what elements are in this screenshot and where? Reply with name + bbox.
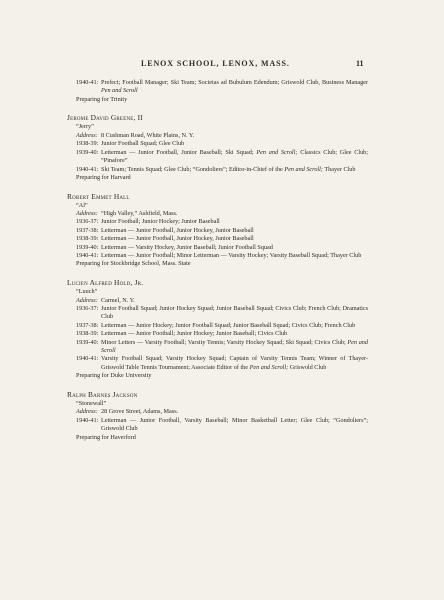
- activity-line: [76, 355, 368, 372]
- year-label: 1939-40:: [76, 338, 99, 346]
- activity-line: [76, 166, 368, 174]
- activity-text: Letterman — Junior Football, Junior Hockey, Junior Baseball: [101, 226, 254, 234]
- activity-line: [76, 140, 368, 148]
- activity-text: Junior Football; Junior Hockey; Junior Baseball: [101, 218, 220, 226]
- activity-tail: Griswold Club: [288, 363, 327, 371]
- activity-text: Letterman — Junior Football; Minor Letterman — Varsity Hockey; Varsity Baseball Squad; Thayer Club: [101, 252, 362, 260]
- year-label: 1937-38:: [76, 226, 99, 234]
- student-name: [67, 192, 368, 202]
- activity-text: Letterman — Junior Football, Junior Baseball; Ski Squad;: [101, 148, 257, 156]
- student-nickname: “Jerry”: [76, 123, 94, 131]
- activity-text: Letterman — Junior Hockey; Junior Football Squad; Junior Baseball Squad; Civics Club; French Club: [101, 321, 356, 329]
- activity-text: Letterman — Junior Football, Varsity Baseball; Minor Basketball Letter; Glee Club; “Gondoliers”; Griswold Club: [101, 416, 368, 433]
- activity-lines: [76, 305, 368, 372]
- activity-lines: [76, 140, 368, 174]
- publication-name: Pen and Scroll;: [249, 363, 289, 371]
- student-list: [67, 113, 368, 442]
- activity-line: [76, 235, 368, 243]
- year-label: 1938-39:: [76, 330, 99, 338]
- activity-line: [76, 79, 368, 96]
- page-number: 11: [356, 59, 364, 68]
- year-label: 1940-41:: [76, 252, 99, 260]
- activity-text: Ski Team; Tennis Squad; Glee Club; “Gondoliers”; Editor-in-Chief of the: [101, 165, 285, 173]
- address-label: Address:: [76, 131, 98, 139]
- activity-line: [76, 305, 368, 322]
- year-label: 1937-38:: [76, 321, 99, 329]
- year-label: 1938-39:: [76, 140, 99, 148]
- activity-line: [76, 218, 368, 226]
- year-label: 1936-37:: [76, 218, 99, 226]
- address-line: [76, 210, 368, 218]
- address-text: Carmel, N. Y.: [101, 296, 135, 304]
- student-name-text: Jerome David Greene, II: [67, 113, 143, 123]
- address-text: “High Valley,” Ashfield, Mass.: [101, 210, 178, 218]
- student-name: [67, 390, 368, 400]
- activity-line: [76, 149, 368, 166]
- activity-text: Minor Letters — Varsity Football; Varsity Tennis; Varsity Hockey Squad; Ski Squad; Civics Club;: [101, 338, 348, 346]
- year-label: 1939-40:: [76, 243, 99, 251]
- activity-text: Junior Football Squad; Junior Hockey Squad; Junior Baseball Squad; Civics Club; French Club; Dramatics Club: [101, 304, 368, 321]
- address-line: [76, 297, 368, 305]
- student-name: [67, 278, 368, 288]
- preparing-for: Preparing for Harvard: [76, 173, 131, 181]
- activity-text: Letterman — Junior Football, Junior Hockey, Junior Baseball: [101, 235, 254, 243]
- address-text: 8 Cushman Road, White Plains, N. Y.: [101, 131, 195, 139]
- preparing-for: Preparing for Duke University: [76, 372, 152, 380]
- student-name: [67, 113, 368, 123]
- activity-text: Letterman — Junior Football; Junior Hockey; Junior Baseball; Civics Club: [101, 330, 288, 338]
- activity-lines: [76, 218, 368, 260]
- student-name-text: Lucien Alfred Hold, Jr.: [67, 278, 144, 288]
- activity-line: [76, 227, 368, 235]
- year-label: 1939-40:: [76, 148, 99, 156]
- student-name-text: Robert Emmet Hall: [67, 191, 130, 201]
- year-label: 1940-41:: [76, 79, 99, 86]
- activity-line: [76, 417, 368, 434]
- address-line: [76, 132, 368, 140]
- student-nickname: “Al”: [76, 201, 88, 209]
- activity-line: [76, 244, 368, 252]
- address-text: 28 Grove Street, Adams, Mass.: [101, 408, 179, 416]
- year-label: 1940-41:: [76, 355, 99, 363]
- student-entry: [67, 113, 368, 182]
- address-line: [76, 408, 368, 416]
- publication-name: Pen and Scroll: [101, 338, 368, 354]
- activity-tail: Classics Club; Glee Club; “Pinafore”: [101, 148, 368, 165]
- year-label: 1936-37:: [76, 304, 99, 312]
- student-entry: [67, 389, 368, 442]
- year-label: 1938-39:: [76, 235, 99, 243]
- student-nickname: “Stonewall”: [76, 399, 107, 407]
- activity-tail: Thayer Club: [322, 165, 356, 173]
- activity-text: Junior Football Squad; Glee Club: [101, 140, 185, 148]
- continuation-entry: [76, 79, 368, 104]
- activity-line: [76, 252, 368, 260]
- student-entry: [67, 278, 368, 381]
- publication-name: Pen and Scroll;: [284, 165, 323, 173]
- running-header: [0, 59, 444, 71]
- year-label: 1940-41:: [76, 165, 99, 173]
- activity-line: [76, 330, 368, 338]
- activity-line: [76, 322, 368, 330]
- activity-text: Varsity Football Squad; Varsity Hockey Squad; Captain of Varsity Tennis Team; Winner of Thayer-Griswold Table Tennis Tournament; Associate Editor of the: [101, 355, 368, 371]
- activity-text: Prefect; Football Manager; Ski Team; Societas ad Bubulum Edendum; Griswold Club, Business Manager: [101, 79, 368, 86]
- preparing-for: Preparing for Stockbridge School, Mass. State: [76, 260, 191, 268]
- activity-line: [76, 339, 368, 356]
- preparing-for: Preparing for Trinity: [76, 95, 128, 103]
- address-label: Address:: [76, 210, 98, 218]
- roster-content: [67, 79, 368, 451]
- student-nickname: “Luuch”: [76, 288, 98, 296]
- address-label: Address:: [76, 408, 98, 416]
- activity-lines: [76, 417, 368, 434]
- preparing-for: Preparing for Haverford: [76, 433, 136, 441]
- activity-text: Letterman — Varsity Hockey, Junior Baseball; Junior Football Squad: [101, 243, 273, 251]
- publication-name: Pen and Scroll;: [256, 148, 298, 156]
- year-label: 1940-41:: [76, 416, 99, 424]
- header-title: LENOX SCHOOL, LENOX, MASS.: [141, 59, 290, 68]
- student-name-text: Ralph Barnes Jackson: [67, 389, 138, 399]
- address-label: Address:: [76, 296, 98, 304]
- publication-name: Pen and Scroll: [101, 87, 138, 95]
- student-entry: [67, 191, 368, 270]
